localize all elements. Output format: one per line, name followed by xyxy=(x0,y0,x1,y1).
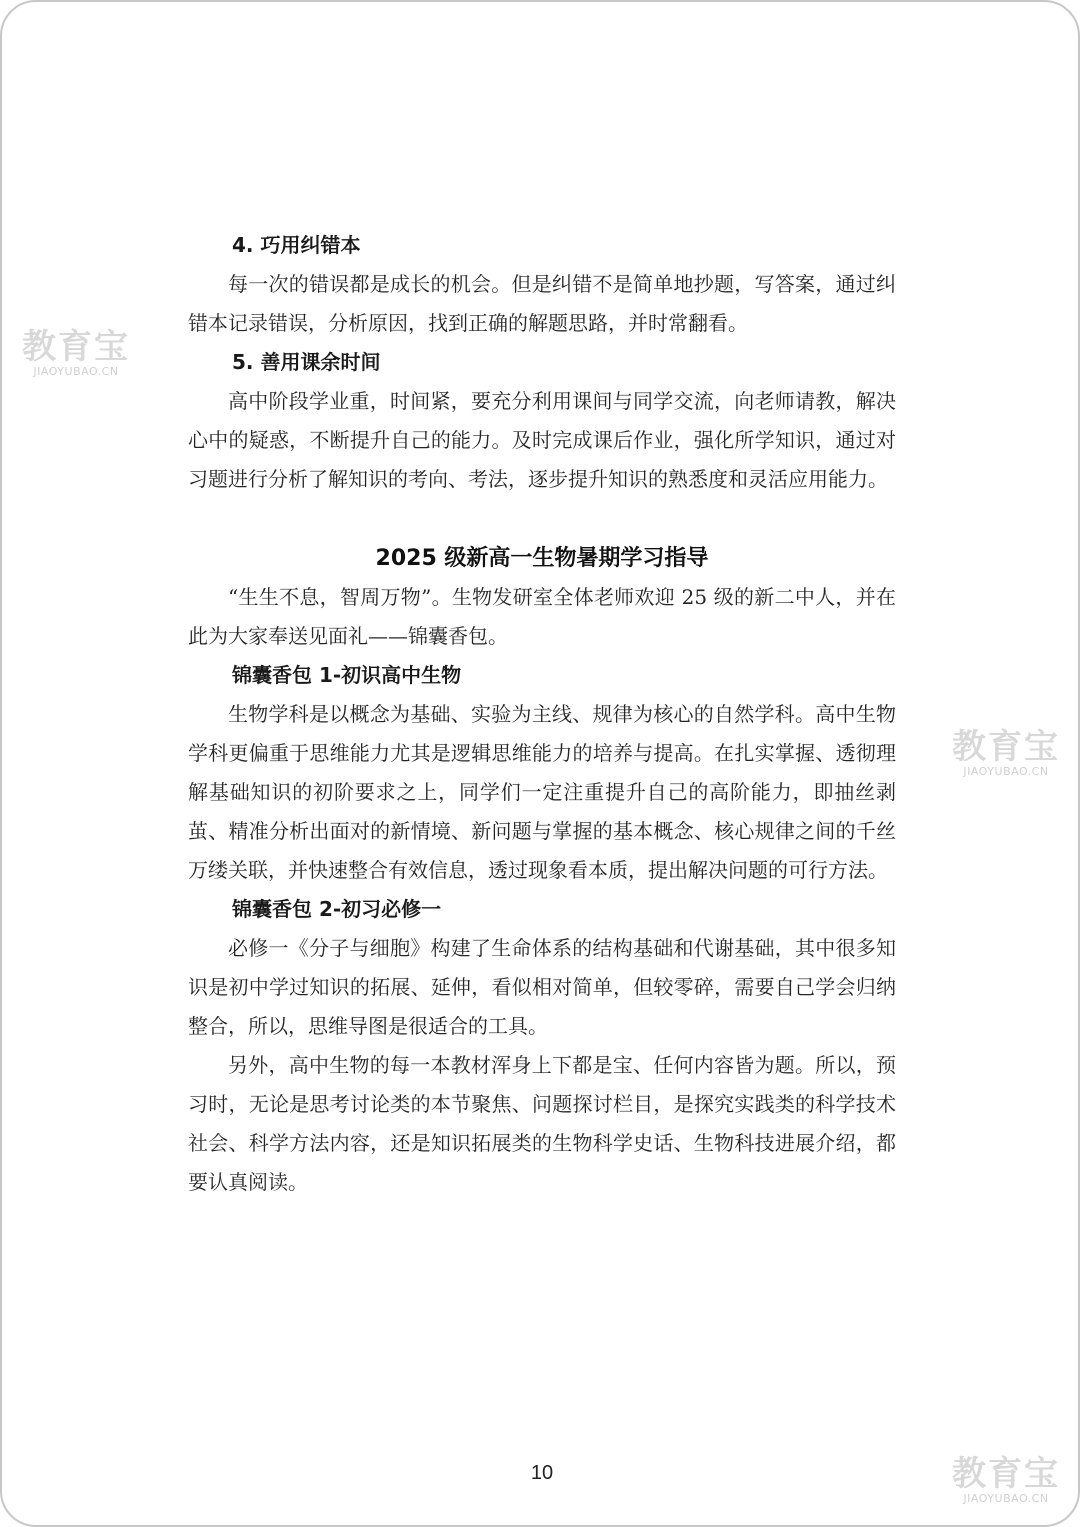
page-content xyxy=(188,226,896,1202)
bag-2-paragraph-1: 必修一《分子与细胞》构建了生命体系的结构基础和代谢基础，其中很多知识是初中学过知识的拓展、延伸，看似相对简单，但较零碎，需要自己学会归纳整合，所以，思维导图是很适合的工具。 xyxy=(188,936,896,1038)
bag-1-heading: 锦囊香包 1-初识高中生物 xyxy=(232,663,462,687)
page-number: 10 xyxy=(530,1462,554,1484)
watermark-sub-text: JIAOYUBAO.CN xyxy=(33,365,119,378)
watermark-main-text: 教育宝 xyxy=(952,727,1060,767)
guide-intro: “生生不息，智周万物”。生物发研室全体老师欢迎 25 级的新二中人，并在此为大家奉送见面礼——锦囊香包。 xyxy=(188,585,896,648)
bag-2-paragraph-2: 另外，高中生物的每一本教材浑身上下都是宝、任何内容皆为题。所以，预习时，无论是思考讨论类的本节聚焦、问题探讨栏目，是探究实践类的科学技术社会、科学方法内容，还是知识拓展类的生物科学史话、生物科技进展介绍，都要认真阅读。 xyxy=(188,1053,896,1194)
bag-2-heading: 锦囊香包 2-初习必修一 xyxy=(232,897,442,921)
watermark-logo-bottom xyxy=(946,1454,1066,1505)
watermark-logo-right xyxy=(946,727,1066,778)
section-4-paragraph: 每一次的错误都是成长的机会。但是纠错不是简单地抄题，写答案，通过纠错本记录错误，分析原因，找到正确的解题思路，并时常翻看。 xyxy=(188,272,896,335)
section-5-paragraph: 高中阶段学业重，时间紧，要充分利用课间与同学交流，向老师请教，解决心中的疑惑，不断提升自己的能力。及时完成课后作业，强化所学知识，通过对习题进行分析了解知识的考向、考法，逐步提升知识的熟悉度和灵活应用能力。 xyxy=(188,389,896,491)
section-4-heading: 4. 巧用纠错本 xyxy=(232,233,361,257)
section-5-heading: 5. 善用课余时间 xyxy=(232,350,381,374)
bag-1-paragraph: 生物学科是以概念为基础、实验为主线、规律为核心的自然学科。高中生物学科更偏重于思维能力尤其是逻辑思维能力的培养与提高。在扎实掌握、透彻理解基础知识的初阶要求之上，同学们一定注重提升自己的高阶能力，即抽丝剥茧、精准分析出面对的新情境、新问题与掌握的基本概念、核心规律之间的千丝万缕关联，并快速整合有效信息，透过现象看本质，提出解决问题的可行方法。 xyxy=(188,702,896,882)
watermark-main-text: 教育宝 xyxy=(22,327,130,367)
watermark-main-text: 教育宝 xyxy=(952,1454,1060,1494)
watermark-sub-text: JIAOYUBAO.CN xyxy=(963,765,1049,778)
watermark-sub-text: JIAOYUBAO.CN xyxy=(963,1492,1049,1505)
watermark-logo-left xyxy=(16,327,136,378)
guide-title: 2025 级新高一生物暑期学习指导 xyxy=(375,546,709,571)
